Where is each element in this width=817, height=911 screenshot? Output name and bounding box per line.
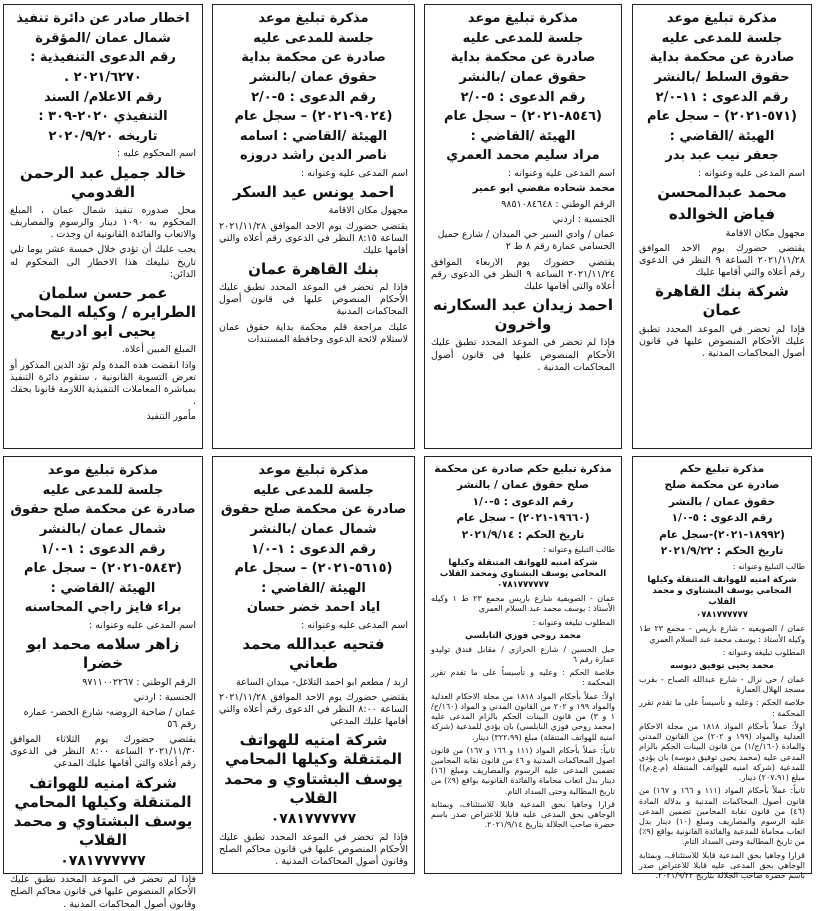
notice-line: رقم الدعوى : ١١-٢/٠ xyxy=(655,89,789,105)
notice-line: ٢٠٢١/٦٢٧٠ . xyxy=(64,69,142,85)
notice-line: الرقم الوطني : ٩٨٥١٠٨٤٦٤٨ xyxy=(501,198,615,210)
notice-line: محل صدوره تنفيذ شمال عمان ، المبلغ المحكوم به ١٠٩٠ دينار والرسوم والمصاريف والاتعاب والفائدة القانونية ان وجدت . xyxy=(10,204,196,241)
notice-line: (٥٦١٥-٢٠٢١) – سجل عام xyxy=(234,561,393,577)
notice-line: صادرة عن محكمة صلح xyxy=(664,479,780,492)
notice-line: اسم المدعى عليه وعنوانه : xyxy=(301,168,408,179)
notice-line: براء فايز راجي المحاسنه xyxy=(24,600,182,616)
notice-line: ثانياً: عملاً بأحكام المواد (١١١ و ١٦٦ و ١٦٧) من قانون أصول المحاكمات المدنية و بدلالة المادة (٤٦) من قانون نقابة المحامين تضمين المدعى عليه الرسوم والمصاريف ومبلغ (١٠) دينار بدل اتعاب محاماة للمدعية والفائدة القانونية بواقع (٩٪) من تاريخ المطالبة وحتى السداد التام. xyxy=(639,786,805,847)
notice-line: مذكرة تبليغ حكم xyxy=(679,463,765,475)
notice-line: عمان - الصويفية شارع باريس مجمع ٢٣ ط ١ وكيله الأستاذ : يوسف محمد عبد السلام العمري xyxy=(431,594,616,614)
notice-line: خالد جميل عبد الرحمن القدومي xyxy=(19,163,187,201)
notice-line: احمد زيدان عبد السكارنه واخرون xyxy=(432,296,613,334)
notice-line: شركة امنيه للهواتف المتنقلة وكيلها المحامي يوسف البشتاوي و محمد القلاب xyxy=(13,773,193,850)
notice-top-3 xyxy=(212,4,415,449)
notice-line: فإذا لم تحضر في الموعد المحدد تطبق عليك الأحكام المنصوص عليها في قانون محاكم الصلح وقانون أصول المحاكمات المدنية . xyxy=(10,874,196,910)
notice-line: طالب التبليغ وعنوانه : xyxy=(732,561,805,571)
notice-line: (٥٧١-٢٠٢١) – سجل عام xyxy=(647,109,797,125)
notice-line: فتحيه عبدالله محمد طعاني xyxy=(242,635,385,673)
notice-line: الهيئة /القاضي : xyxy=(669,128,775,144)
notice-line: فإذا لم تحضر في الموعد المحدد تطبق عليك الأحكام المنصوص عليها في قانون أصول المحاكمات المدنية . xyxy=(431,337,615,373)
notice-line: اولاً: عملاً بأحكام المواد ١٨١٨ من مجلة الاحكام العدلية والمواد (١٩٩ و ٢٠٢) من القانون المدني والمادة (١٦٠/ج/١) من قانون البينات الحكم بالزام المدعى عليه (محمد يحيى توفيق دبوسه) بان يؤدي للمدعية (شركة امنيه للهواتف المتنقلة (م.ع.م)) مبلغ (٢٠٧،٩١) دينار. xyxy=(639,721,806,783)
notice-line: بنك القاهرة عمان xyxy=(248,259,379,278)
notice-line: اسم المحكوم عليه : xyxy=(116,148,196,160)
notice-line: (١٨٩٩٢-٢٠٢١)-سجل عام xyxy=(659,528,785,541)
notice-line: قرارا وجاهيا بحق المدعية قابلا للاستئناف، وبمثابة الوجاهي بحق المدعى عليه قابلا للاعتراض صدر باسم حضرة صاحب الجلالة بتاريخ ٢٠٢١/٩/١٤. xyxy=(431,799,615,830)
notice-line: الهيئة /القاضي : اسامه xyxy=(239,128,388,144)
notice-line: المطلوب تبليغه وعنوانه : xyxy=(722,647,805,657)
notice-top-2 xyxy=(424,4,622,449)
notice-line: محمد شحاده مفضي ابو عمير xyxy=(472,183,615,195)
notice-line: اسم المدعى عليه وعنوانه : xyxy=(698,168,805,179)
notice-line: رقم الدعوى : ١-١/٠ xyxy=(40,541,166,557)
notice-line: تاريخ الحكم : ٢٠٢١/٩/٢٢ xyxy=(660,545,784,558)
notice-line: رقم الدعوى : ١-١/٠ xyxy=(251,541,376,557)
notice-line: فإذا لم تحضر في الموعد المحدد تطبق عليك الأحكام المنصوص عليها في قانون أصول المحاكمات المدنية xyxy=(219,282,408,318)
notice-line: شمال عمان /بالنشر xyxy=(39,521,167,537)
notice-line: فياض الخوالده xyxy=(668,205,776,224)
notice-line: عليك مراجعة قلم محكمة بداية حقوق عمان لاستلام لائحة الدعوى وحافظة المستندات xyxy=(219,321,408,345)
notice-line: شركة امنيه للهواتف المتنقلة وكيلها المحامي يوسف البشتاوي ومحمد القلاب ٠٧٨١٧٧٧٧٧٧ xyxy=(439,558,607,591)
notice-line: عمان / الصويفيه - شارع باريس - مجمع ٢٣ ط١ وكيله الأستاذ : يوسف محمد عبد السلام العمري xyxy=(639,624,805,644)
notice-line: ثانياً: عملاً بأحكام المواد (١١١ و ١٦٦ و ١٦٧) من قانون اصول المحاكمات المدنية و ٤٦ من قانون نقابة المحامين تضمين المدعى عليه الرسوم والمصاريف ومبلغ (١٦) دينار بدل اتعاب محاماة والفائدة القانونية بواقع (٩٪) من تاريخ المطالبة وحتى السداد التام. xyxy=(431,745,615,796)
notice-line: اربد / مطعم ابو احمد التلاغل- ميدان الساعة xyxy=(235,676,408,688)
notice-line: واذا انقضت هذه المدة ولم تؤد الدين المذكور أو تعرض التسوية القانونية ، ستقوم دائرة التنفيذ بمباشرة المعاملات التنفيذية اللازمة قانونا بحقك . xyxy=(10,359,196,408)
notice-line: خلاصة الحكم : وعليه و تأسيساً على ما تقدم تقرر المحكمة : xyxy=(639,698,805,718)
notice-line: يقتضي حضورك يوم الاحد الموافق ٢٠٢١/١١/٢٨ الساعة ٨:١٥ النظر في الدعوى رقم أعلاه والتي أقامها عليك xyxy=(219,220,408,256)
notice-line: ٠٧٨١٧٧٧٧٧٧ xyxy=(696,610,748,621)
notice-line: فإذا لم تحضر في الموعد المحدد تطبق عليك الأحكام المنصوص عليها في قانون أصول المحاكمات المدنية . xyxy=(639,323,805,359)
notice-line: الهيئة /القاضي : xyxy=(261,580,366,596)
notice-line: المطلوب تبليغه وعنوانه : xyxy=(532,617,615,627)
notice-line: شركة امنيه للهواتف المتنقلة وكيلها المحامي يوسف البشتاوي و محمد القلاب xyxy=(224,731,403,807)
notice-line: طالب التبليغ وعنوانه : xyxy=(542,545,615,555)
notice-line: حقوق السلط /بالنشر xyxy=(654,69,790,85)
notice-line: صلح حقوق عمان / بالنشر xyxy=(457,479,589,492)
notice-line: عمر حسن سلمان الطرايره / وكيله المحامي يحيى ابو ادريع xyxy=(10,283,196,341)
notice-line: حقوق عمان /بالنشر xyxy=(459,69,587,85)
notice-line: جلسة للمدعى عليه xyxy=(253,482,374,498)
notice-line: (٥٨٤٣-٢٠٢١) – سجل عام xyxy=(24,561,182,577)
notice-line: جعفر نيب عبد بدر xyxy=(665,148,779,164)
notice-line: اولاً: عملاً بأحكام المواد ١٨١٨ من مجلة الاحكام العدلية والمواد ١٩٩ و ٢٠٢ من القانون المدني و المواد (١٦٠/ج/١ و ٣) من قانون البينات الحكم بالزام المدعى عليه (محمد روحي فوزي النابلسي) بان يؤدي للمدعية (شركة امنية للهواتف المتنقلة) مبلغ (٣٢٢،٩٩) دينار. xyxy=(431,691,616,742)
notice-line: الجنسية : اردني xyxy=(133,691,196,703)
notice-line: صادرة عن محكمة بداية xyxy=(241,50,386,66)
notice-line: مذكرة تبليغ موعد xyxy=(47,463,159,478)
notice-line: المبلغ المبين أعلاه. xyxy=(121,344,196,356)
notice-line: صادرة عن محكمة صلح حقوق xyxy=(220,502,407,518)
notice-top-1 xyxy=(632,4,812,449)
notice-line: رقم الدعوى : ٥-١/٠ xyxy=(671,512,773,525)
notice-line: (١٩٦٦٠-٢٠٢١) - سجل عام xyxy=(456,512,590,525)
notice-line: اسم المدعى عليه وعنوانه : xyxy=(508,168,615,179)
notice-line: احمد يونس عيد السكر xyxy=(232,183,395,202)
notice-line: جلسة للمدعى عليه xyxy=(462,30,584,46)
notice-line: صادرة عن محكمة بداية xyxy=(450,50,596,66)
notice-line: شركة امنيه للهواتف المتنقلة وكيلها المحامي يوسف البشتاوي و محمد القلاب xyxy=(647,574,797,607)
notice-line: مذكرة تبليغ موعد xyxy=(666,11,778,26)
notice-line: مراد سليم محمد العمري xyxy=(446,148,600,164)
notice-line: صادرة عن محكمة بداية xyxy=(649,50,795,66)
notice-line: عمان / وادي السير حي الميدان / شارع جميل الحسامي عمارة رقم ٨ ط ٢ xyxy=(437,229,615,253)
notice-line: ٠٧٨١٧٧٧٧٧٧ xyxy=(270,810,357,827)
notice-bottom-2 xyxy=(424,456,622,874)
notice-line: رقم الدعوى : ٥-١/٠ xyxy=(472,495,574,508)
notice-line: (٩٠٢٤-٢٠٢١) – سجل عام xyxy=(234,109,393,125)
notice-line: ٠٧٨١٧٧٧٧٧٧ xyxy=(60,853,146,870)
notice-line: اسم المدعى عليه وعنوانه : xyxy=(301,620,408,631)
notice-line: شمال عمان /بالنشر xyxy=(250,521,377,537)
notice-line: (٨٥٤٦-٢٠٢١) – سجل عام xyxy=(444,109,602,125)
notice-line: مذكرة تبليغ حكم صادرة عن محكمة xyxy=(434,463,612,475)
notice-line: صادرة عن محكمة صلح حقوق xyxy=(10,502,196,518)
notice-line: جلسة للمدعى عليه xyxy=(42,482,164,498)
notice-line: اخطار صادر عن دائرة تنفيذ xyxy=(16,11,190,26)
notice-line: جبل الحسين / شارع الحرازي / مقابل فندق توليدو عمارة رقم ٦ xyxy=(431,644,615,664)
notice-line: حقوق عمان / بالنشر xyxy=(668,495,776,508)
notice-line: شمال عمان /المؤقرة xyxy=(35,30,171,46)
notice-line: خلاصة الحكم : وعليه و تأسيساً على ما تقدم تقرر المحكمة : xyxy=(431,668,615,688)
notice-line: رقم الدعوى التنفيذية : xyxy=(30,50,176,66)
notice-line: مذكرة تبليغ موعد xyxy=(258,11,369,26)
notice-line: عمان / حي نزال - شارع عبدالله الصباح - بقرب مسجد الهلال العمارة xyxy=(639,674,805,695)
notice-line: شركة بنك القاهرة عمان xyxy=(655,282,789,320)
notice-line: مأمور التنفيذ xyxy=(146,411,196,423)
notice-line: قرارا وجاهيا بحق المدعية قابلا للاستئناف، وبمثابة الوجاهي بحق المدعى عليه قابلا للاعتراض صدر باسم حضرة صاحب الجلالة بتاريخ ٢٠٢١/٩/٢٢. xyxy=(639,850,805,881)
notice-line: مذكرة تبليغ موعد xyxy=(467,11,579,26)
notice-line: تاريخه ٢٠٢٠/٩/٢٠ xyxy=(48,128,158,144)
notice-line: الجنسية : اردني xyxy=(552,214,615,226)
notice-line: فإذا لم تحضر في الموعد المحدد تطبق عليك الأحكام المنصوص عليها في قانون محاكم الصلح وقانون أصول المحاكمات المدنية . xyxy=(219,831,408,868)
notice-line: حقوق عمان /بالنشر xyxy=(249,69,378,85)
notice-line: رقم الدعوى : ٥-٢/٠ xyxy=(460,89,586,105)
notice-line: زاهر سلامه محمد ابو خضرا xyxy=(26,635,180,673)
notice-line: اياد احمد خضر حسان xyxy=(246,600,381,616)
notice-line: مذكرة تبليغ موعد xyxy=(258,463,369,478)
notice-line: محمد روحي فوزي النابلسي xyxy=(464,630,582,641)
notice-line: يقتضي حضورك يوم الاحد الموافق ٢٠٢١/١١/٢٨ الساعة ٩ النظر في الدعوى رقم أعلاه والتي أقامها عليك xyxy=(639,242,805,278)
notice-line: محمد عبدالمحسن xyxy=(657,183,787,202)
notice-bottom-1 xyxy=(632,456,812,881)
notice-line: يقتضي حضورك يوم الثلاثاء الموافق ٢٠٢١/١١/٣٠ الساعة ٨:٠٠ النظر في الدعوى رقم أعلاه والتي أقامها عليك المدعي xyxy=(10,734,196,770)
notice-line: الهيئة /القاضي : xyxy=(470,128,576,144)
notice-line: جلسة للمدعى عليه xyxy=(661,30,783,46)
notice-line: جلسة للمدعى عليه xyxy=(253,30,374,46)
notice-line: يقتضي حضورك يوم الاحد الموافق ٢٠٢١/١١/٢٨ الساعة ٨:٠٠ النظر في الدعوى رقم أعلاه والتي أقامها عليك المدعي xyxy=(219,691,408,727)
notice-line: ناصر الدين راشد دروزه xyxy=(239,148,388,164)
notice-line: تاريخ الحكم : ٢٠٢١/٩/١٤ xyxy=(461,528,585,541)
notice-line: يجب عليك أن تؤدي خلال خمسة عشر يوما تلي تاريخ تبليغك هذا الاخطار الى المحكوم له الدائن: xyxy=(10,244,196,280)
notice-top-4 xyxy=(3,4,203,449)
notice-line: يقتضي حضورك يوم الاربعاء الموافق ٢٠٢١/١١/٢٤ الساعة ٩ النظر في الدعوى رقم أعلاه والتي أقامها عليك xyxy=(431,256,615,292)
notice-line: الهيئة /القاضي : xyxy=(50,580,156,596)
notice-line: التنفيذي ٢٠٢٠-٣٠٩ : xyxy=(38,109,168,125)
notice-line: محمد يحيى توفيق دبوسه xyxy=(670,661,774,672)
notice-line: رقم الاعلام/ السند xyxy=(44,89,162,105)
notice-line: مجهول مكان الاقامة xyxy=(725,227,805,239)
notice-bottom-3 xyxy=(212,456,415,874)
notice-line: عمان / ضاحية الروضه- شارع الخضر- عماره رقم ٥٦ xyxy=(23,706,196,730)
notice-line: رقم الدعوى : ٥-٢/٠ xyxy=(251,89,376,105)
notice-line: اسم المدعى عليه وعنوانه : xyxy=(89,620,196,631)
notice-line: مجهول مكان الاقامة xyxy=(328,205,408,217)
notice-bottom-4 xyxy=(3,456,203,910)
notice-line: الرقم الوطني : ٩٧١١٠٠٢٢٦٧ xyxy=(82,676,196,688)
